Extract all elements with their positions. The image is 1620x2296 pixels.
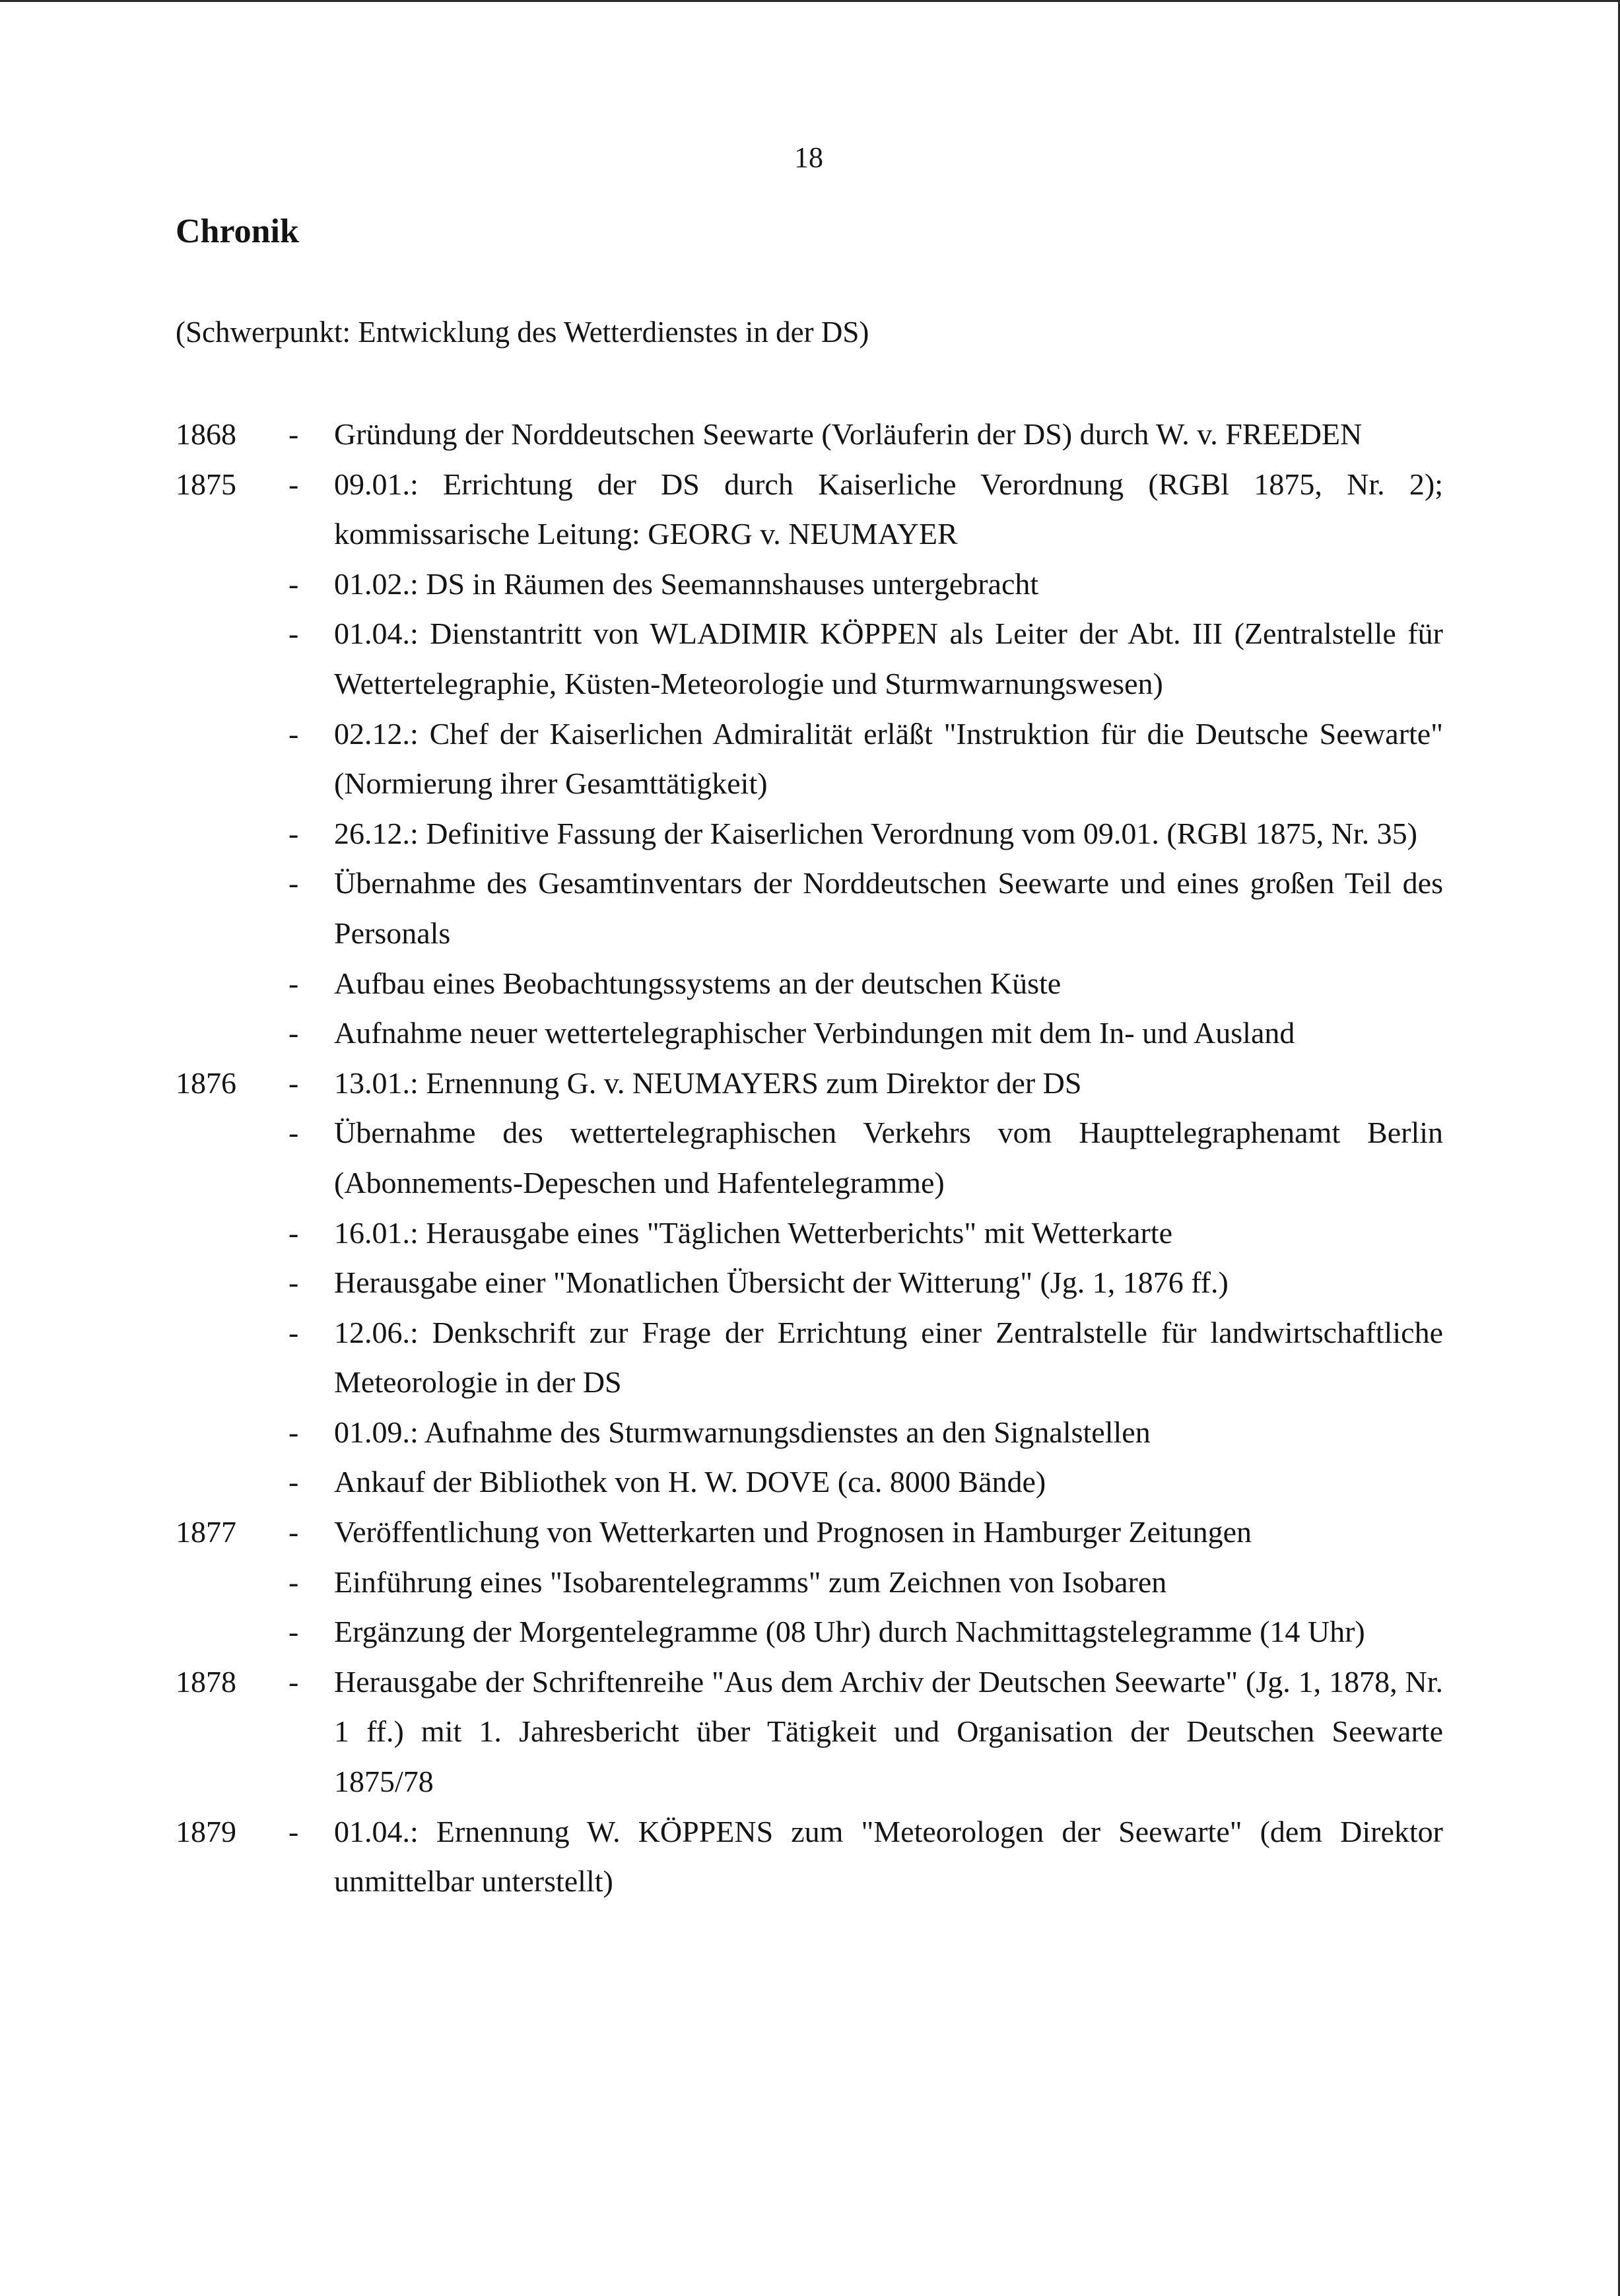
entry-dash: - bbox=[288, 1465, 299, 1499]
chronicle-entry bbox=[176, 1108, 1443, 1207]
entry-dash: - bbox=[288, 417, 299, 451]
entry-dash: - bbox=[288, 1266, 299, 1300]
entry-year: 1877 bbox=[176, 1515, 236, 1549]
chronicle-entry bbox=[176, 1407, 1443, 1458]
entry-year: 1876 bbox=[176, 1065, 236, 1100]
entry-text: 01.04.: Dienstantritt von WLADIMIR KÖPPEN als Leiter der Abt. III (Zentralstelle für Wettertelegraphie, Küsten-Meteorologie und Sturmwarnungswesen) bbox=[334, 617, 1443, 700]
chronicle-entry bbox=[176, 1208, 1443, 1258]
entry-year: 1879 bbox=[176, 1814, 236, 1848]
entry-dash: - bbox=[288, 566, 299, 601]
entry-text: 09.01.: Errichtung der DS durch Kaiserliche Verordnung (RGBl 1875, Nr. 2); kommissarische Leitung: GEORG v. NEUMAYER bbox=[334, 467, 1443, 551]
chronicle-entry bbox=[176, 1607, 1443, 1657]
chronicle-entry bbox=[176, 1507, 1443, 1557]
entry-dash: - bbox=[288, 966, 299, 1000]
entry-text: Veröffentlichung von Wetterkarten und Prognosen in Hamburger Zeitungen bbox=[334, 1515, 1252, 1549]
chronicle-entry bbox=[176, 1258, 1443, 1308]
entry-text: Ergänzung der Morgentelegramme (08 Uhr) durch Nachmittagstelegramme (14 Uhr) bbox=[334, 1615, 1365, 1649]
entry-text: 01.09.: Aufnahme des Sturmwarnungsdienstes an den Signalstellen bbox=[334, 1415, 1151, 1449]
entry-text: Gründung der Norddeutschen Seewarte (Vorläuferin der DS) durch W. v. FREEDEN bbox=[334, 417, 1363, 451]
entry-text: 01.02.: DS in Räumen des Seemannshauses untergebracht bbox=[334, 566, 1039, 601]
entry-text: 12.06.: Denkschrift zur Frage der Errichtung einer Zentralstelle für landwirtschaftliche Meteorologie in der DS bbox=[334, 1315, 1443, 1400]
entry-dash: - bbox=[288, 1515, 299, 1549]
entry-dash: - bbox=[288, 866, 299, 900]
entry-dash: - bbox=[288, 816, 299, 850]
entry-text: 16.01.: Herausgabe eines "Täglichen Wetterberichts" mit Wetterkarte bbox=[334, 1215, 1172, 1250]
chronicle-entry bbox=[176, 1457, 1443, 1507]
entry-dash: - bbox=[288, 617, 299, 651]
entry-dash: - bbox=[288, 1565, 299, 1599]
chronicle-entry bbox=[176, 709, 1443, 809]
entry-text: 02.12.: Chef der Kaiserlichen Admiralität erläßt "Instruktion für die Deutsche Seewarte" (Normierung ihrer Gesamttätigkeit) bbox=[334, 716, 1443, 801]
chronicle-entry bbox=[176, 1657, 1443, 1807]
entry-dash: - bbox=[288, 1065, 299, 1100]
entry-dash: - bbox=[288, 1814, 299, 1848]
chronicle-entry bbox=[176, 1557, 1443, 1607]
chronicle-entry bbox=[176, 609, 1443, 708]
entry-text: Aufbau eines Beobachtungssystems an der deutschen Küste bbox=[334, 966, 1062, 1000]
chronicle-entry bbox=[176, 559, 1443, 609]
entry-text: 13.01.: Ernennung G. v. NEUMAYERS zum Direktor der DS bbox=[334, 1065, 1082, 1100]
entry-text: Herausgabe einer "Monatlichen Übersicht der Witterung" (Jg. 1, 1876 ff.) bbox=[334, 1266, 1229, 1300]
chronicle-entry bbox=[176, 1308, 1443, 1407]
entry-dash: - bbox=[288, 1016, 299, 1050]
page-title: Chronik bbox=[176, 213, 299, 250]
entry-text: Einführung eines "Isobarentelegramms" zum Zeichnen von Isobaren bbox=[334, 1565, 1167, 1599]
entry-year: 1868 bbox=[176, 417, 236, 451]
entry-dash: - bbox=[288, 1615, 299, 1649]
entry-dash: - bbox=[288, 1116, 299, 1150]
page-subtitle: (Schwerpunkt: Entwicklung des Wetterdienstes in der DS) bbox=[176, 316, 869, 349]
entry-text: Ankauf der Bibliothek von H. W. DOVE (ca. 8000 Bände) bbox=[334, 1465, 1046, 1499]
chronicle-entry bbox=[176, 1807, 1443, 1907]
chronicle-list bbox=[176, 409, 1443, 1907]
chronicle-entry bbox=[176, 809, 1443, 859]
entry-text: Übernahme des wettertelegraphischen Verkehrs vom Haupttelegraphenamt Berlin (Abonnements-Depeschen und Hafentelegramme) bbox=[334, 1116, 1443, 1199]
chronicle-entry bbox=[176, 459, 1443, 559]
entry-year: 1878 bbox=[176, 1664, 236, 1699]
entry-dash: - bbox=[288, 1415, 299, 1449]
chronicle-entry bbox=[176, 409, 1443, 459]
chronicle-entry bbox=[176, 1008, 1443, 1058]
entry-text: 26.12.: Definitive Fassung der Kaiserlichen Verordnung vom 09.01. (RGBl 1875, Nr. 35) bbox=[334, 816, 1417, 850]
entry-dash: - bbox=[288, 1664, 299, 1699]
entry-text: Aufnahme neuer wettertelegraphischer Verbindungen mit dem In- und Ausland bbox=[334, 1016, 1295, 1050]
entry-dash: - bbox=[288, 467, 299, 501]
entry-text: 01.04.: Ernennung W. KÖPPENS zum "Meteorologen der Seewarte" (dem Direktor unmittelbar unterstellt) bbox=[334, 1814, 1443, 1899]
page-number: 18 bbox=[794, 141, 823, 174]
entry-text: Herausgabe der Schriftenreihe "Aus dem Archiv der Deutschen Seewarte" (Jg. 1, 1878, Nr. 1 ff.) mit 1. Jahresbericht über Tätigkeit und Organisation der Deutschen Seewarte 1875/78 bbox=[334, 1664, 1443, 1799]
entry-dash: - bbox=[288, 1315, 299, 1349]
chronicle-entry bbox=[176, 1058, 1443, 1108]
chronicle-entry bbox=[176, 858, 1443, 958]
entry-text: Übernahme des Gesamtinventars der Norddeutschen Seewarte und eines großen Teil des Personals bbox=[334, 866, 1443, 950]
entry-dash: - bbox=[288, 716, 299, 751]
entry-dash: - bbox=[288, 1215, 299, 1250]
entry-year: 1875 bbox=[176, 467, 236, 501]
chronicle-entry bbox=[176, 959, 1443, 1009]
